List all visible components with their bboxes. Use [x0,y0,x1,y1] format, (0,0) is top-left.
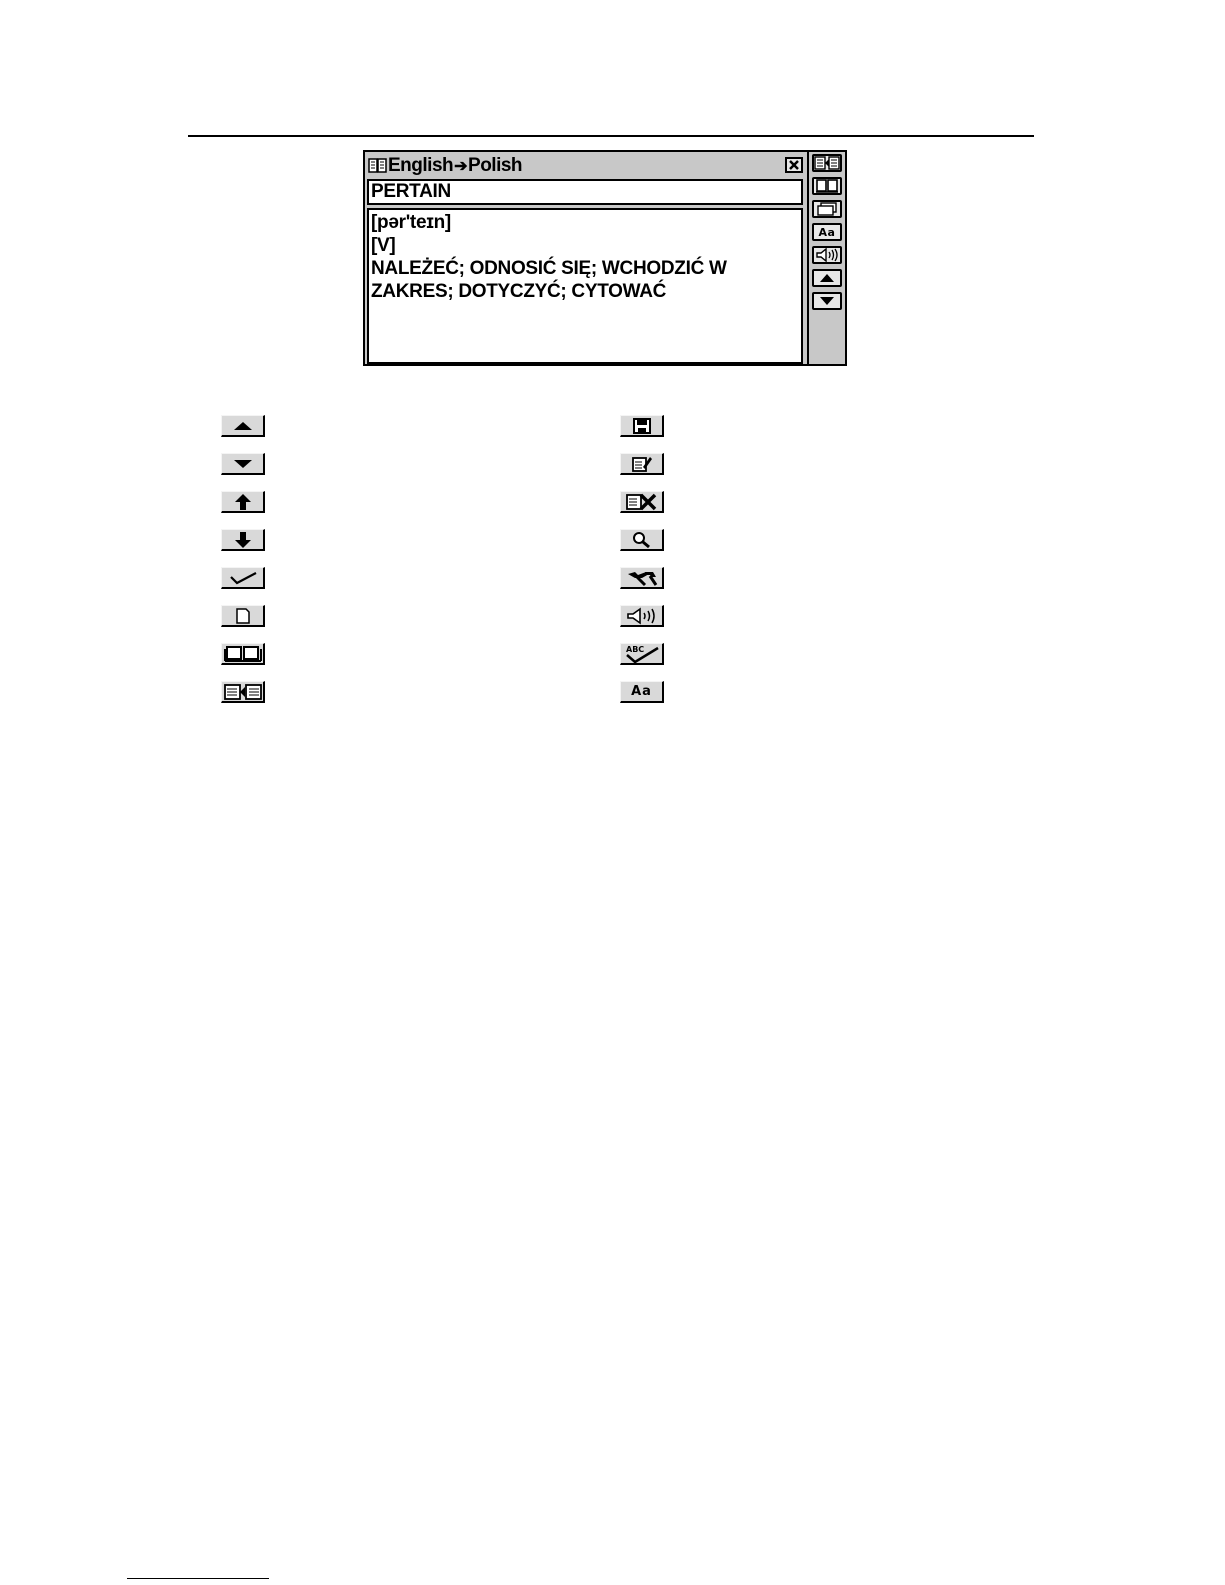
swap-direction-button[interactable] [812,154,842,172]
source-language: English [388,155,454,176]
scroll-down-icon [820,297,834,305]
arrow-up-icon [234,422,252,430]
legend-new-page [221,605,265,627]
speaker-button[interactable] [812,246,842,264]
scroll-up-button[interactable] [812,269,842,287]
legend-font-size [620,681,664,703]
legend-checkmark [221,567,265,589]
legend-tools [620,567,664,589]
spellcheck-label: ABC [625,644,644,654]
dictionary-window [363,150,847,366]
save-icon [633,418,651,434]
legend-page-down [221,529,265,551]
transcription: [pər'teɪn] [371,212,451,233]
legend-arrow-up [221,415,265,437]
legend-swap-direction [221,681,265,703]
font-size-icon: Aa [818,225,836,239]
scroll-up-icon [820,274,834,282]
tools-icon [625,569,659,587]
legend-save [620,415,664,437]
page-up-icon [235,494,251,510]
folder-icon [816,202,838,216]
legend-edit [620,453,664,475]
font-size-icon: Aa [631,684,652,699]
swap-direction-icon [223,683,263,701]
arrow-down-icon [234,460,252,468]
translation-pane[interactable] [367,208,803,364]
scroll-down-button[interactable] [812,292,842,310]
window-title [388,155,522,177]
page-down-icon [235,532,251,548]
legend-speaker [620,605,664,627]
title-bar [367,154,805,178]
folder-button[interactable] [812,200,842,218]
new-page-icon [235,608,251,624]
part-of-speech: [V] [371,235,396,256]
translation-line-2: ZAKRES; DOTYCZYĆ; CYTOWAĆ [371,281,667,302]
book-icon [223,645,263,663]
target-language: Polish [468,155,523,176]
spellcheck-icon [622,644,662,664]
top-rule [188,135,1034,137]
book-button[interactable] [812,177,842,195]
headword-field[interactable]: PERTAIN [367,179,803,205]
close-icon [789,160,799,170]
close-button[interactable] [785,157,803,173]
search-icon [631,531,653,549]
speaker-icon [815,248,839,262]
translation-line-1: NALEŻEĆ; ODNOSIĆ SIĘ; WCHODZIĆ W [371,258,727,279]
checkmark-icon [228,571,258,585]
legend-delete [620,491,664,513]
legend-arrow-down [221,453,265,475]
footnote-rule [127,1578,269,1579]
legend-book [221,643,265,665]
edit-icon [631,455,653,473]
font-size-button[interactable] [812,223,842,241]
legend-search [620,529,664,551]
direction-arrow-icon: ➔ [454,158,468,175]
delete-icon [625,493,659,511]
legend-page-up [221,491,265,513]
dictionary-book-icon [368,157,388,175]
book-icon [815,179,839,193]
legend-spellcheck [620,643,664,665]
swap-direction-icon [814,156,840,170]
toolbar-sidebar [807,152,845,364]
speaker-icon [625,607,659,625]
